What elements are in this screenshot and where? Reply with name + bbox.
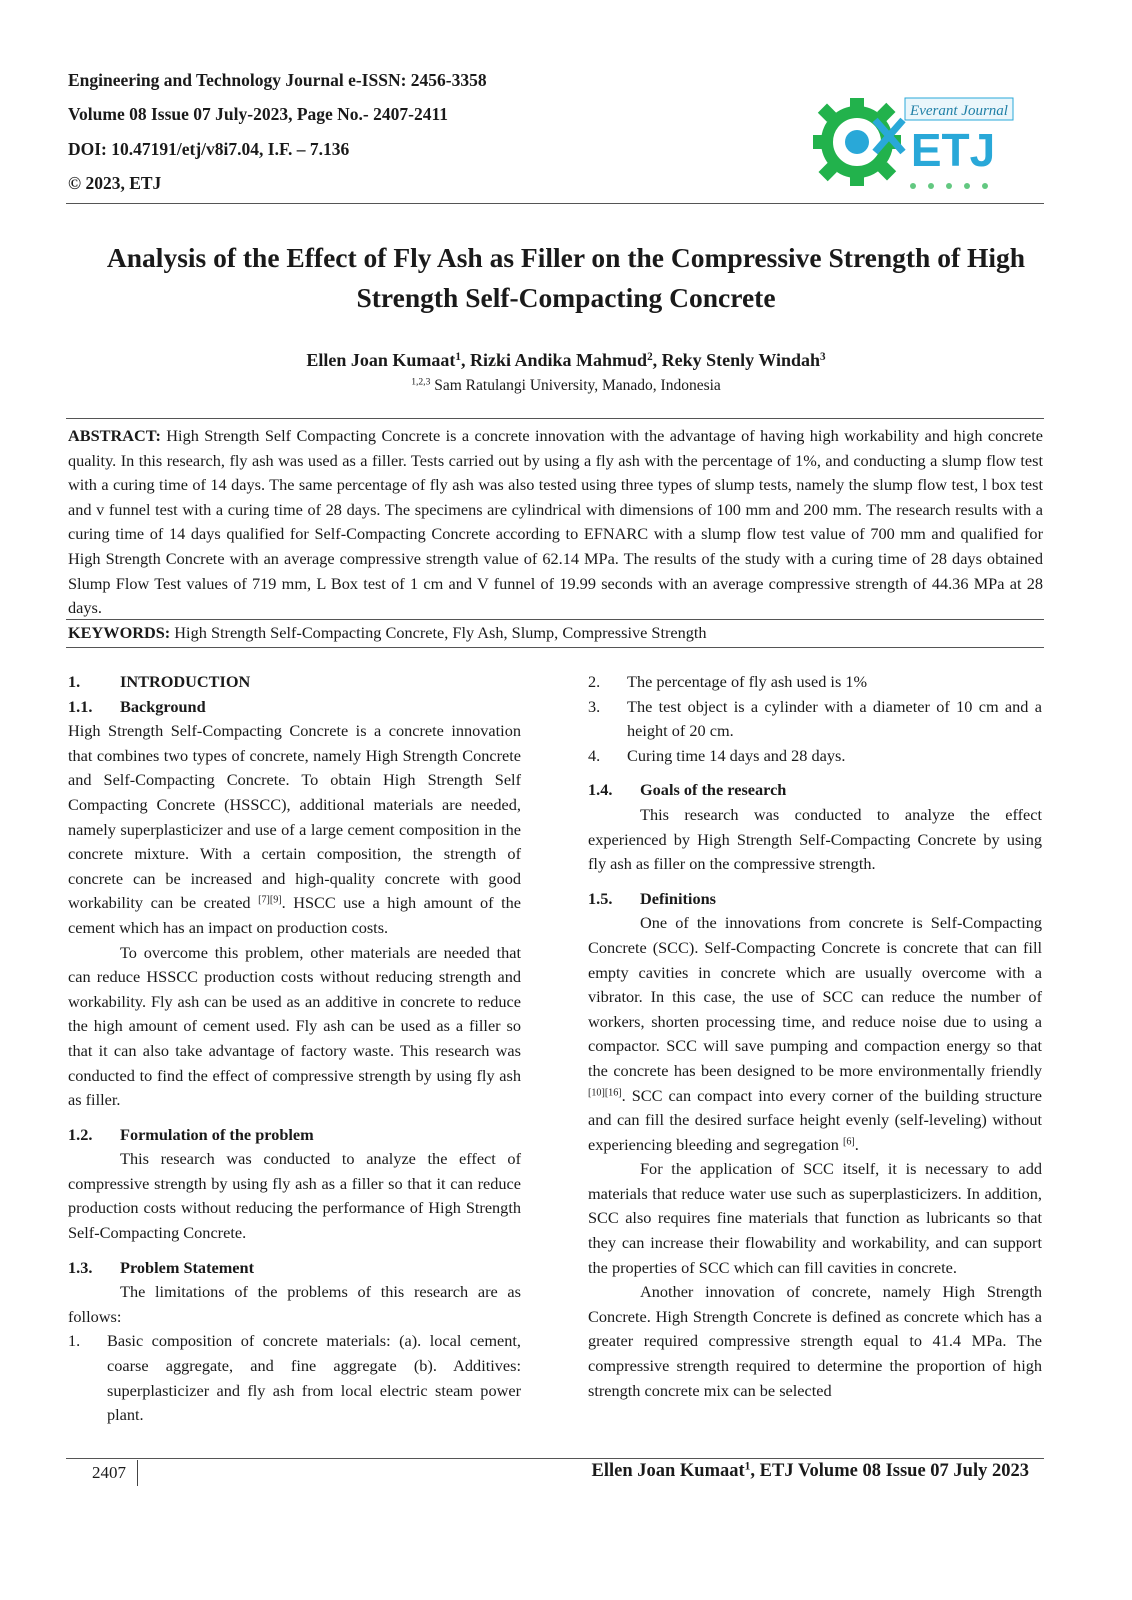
subsection-heading: 1.2. Formulation of the problem (68, 1124, 314, 1144)
paragraph: For the application of SCC itself, it is necessary to add materials that reduce water use such as superplasticizers. In addition, SCC also requires fine materials that function as lubricants so that they can increase their flowability and workability, and can support the properties of SCC which can fill cavities in concrete. (588, 1159, 1042, 1277)
list-item: 2. The percentage of fly ash used is 1% (588, 672, 868, 691)
citation: [6] (842, 1136, 855, 1148)
citation: [10][16] (588, 1086, 622, 1098)
header-rule (66, 203, 1044, 204)
paper-title: Analysis of the Effect of Fly Ash as Filler on the Compressive Strength of High Strength Self-Compacting Concrete (106, 242, 1026, 313)
subsection-heading: 1.5. Definitions (588, 888, 716, 908)
author-separator: , (652, 350, 662, 370)
paragraph: One of the innovations from concrete is Self-Compacting Concrete (SCC). Self-Compacting Concrete is concrete that can fill empty cavities in concrete which are usually overcome with a vibrator. In this case, the use of SCC can reduce the number of workers, shorten processing time, and reduce noise due to using a compactor. SCC will save pumping and compaction energy so that the concrete has been designed to be more environmentally friendly [10][16]. SCC can compact into every corner of the building structure and can fill the desired surface height evenly (self-leveling) without experiencing bleeding and segregation [6]. (588, 913, 1042, 1154)
subsection-heading: 1.1. Background (68, 696, 206, 716)
keywords (68, 621, 1043, 645)
left-column (68, 670, 521, 1428)
author-name: Ellen Joan Kumaat (306, 350, 456, 370)
author-separator: , (461, 350, 470, 370)
journal-doi: DOI: 10.47191/etj/v8i7.04, I.F. – 7.136 (68, 139, 350, 159)
running-footer: Ellen Joan Kumaat$^1$, ETJ Volume 08 Issue 07 July 2023 (591, 1460, 1029, 1481)
abstract-bottom-rule (66, 619, 1044, 620)
section-heading: 1. INTRODUCTION (68, 672, 251, 691)
author-affil-mark: 3 (820, 350, 826, 363)
paragraph: To overcome this problem, other materials are needed that can reduce HSSCC production costs without reducing strength and workability. Fly ash can be used as an additive in concrete to reduce the high amount of cement used. Fly ash can be used as a filler so that it can also take advantage of factory waste. This research was conducted to find the effect of compressive strength by using fly ash as filler. (68, 942, 521, 1110)
footer-rule (66, 1458, 1044, 1459)
paragraph: Another innovation of concrete, namely High Strength Concrete. High Strength Concrete is defined as concrete which has a greater required compressive strength equal to 41.4 MPa. The compressive strength required to determine the proportion of high strength concrete mix can be selected (588, 1282, 1042, 1400)
logo-text-main: ETJ (910, 124, 996, 176)
paragraph: The limitations of the problems of this research are as follows: (68, 1282, 521, 1326)
list-item: 1. Basic composition of concrete materials: (a). local cement, coarse aggregate, and fine aggregate (b). Additives: superplasticizer and fly ash from local electric steam power plant. (68, 1331, 521, 1425)
author-affil-mark: 1 (455, 350, 461, 363)
footer-divider (137, 1460, 138, 1486)
affiliation-mark: 1,2,3 (411, 376, 431, 388)
journal-copyright: © 2023, ETJ (68, 173, 162, 193)
paragraph: High Strength Self-Compacting Concrete is a concrete innovation that combines two types of concrete, namely High Strength Concrete and Self-Compacting Concrete. To obtain High Strength Self Compacting Concrete (HSSCC), additional materials are needed, namely superplasticizer and use of a large cement composition in the concrete mixture. With a certain composition, the strength of concrete can be increased and high-quality concrete with good workability can be created [7][9]. HSCC use a high amount of the cement which has an impact on production costs. (68, 721, 521, 937)
etj-logo (805, 90, 1020, 200)
paragraph: This research was conducted to analyze the effect experienced by High Strength Self-Compacting Concrete by using fly ash as filler on the compressive strength. (588, 804, 1042, 874)
subsection-heading: 1.4. Goals of the research (588, 780, 787, 800)
abstract-top-rule (66, 418, 1044, 419)
page-number: 2407 (92, 1463, 126, 1482)
author-affil-mark: 2 (647, 350, 653, 363)
right-column (588, 670, 1042, 1403)
abstract-text: High Strength Self Compacting Concrete is a concrete innovation with the advantage of having high workability and high concrete quality. In this research, fly ash was used as a filler. Tests carried out by using a fly ash with the percentage of 1%, and conducting a slump flow test with a curing time of 14 days. The same percentage of fly ash was also tested using three types of slump tests, namely the slump flow test, l box test and v funnel test with a curing time of 28 days. The specimens are cylindrical with dimensions of 100 mm and 200 mm. The research results with a curing time of 14 days qualified for Self-Compacting Concrete according to EFNARC with a slump flow test value of 700 mm and qualified for High Strength Concrete with an average compressive strength value of 62.14 MPa. The results of the study with a curing time of 28 days obtained Slump Flow Test values of 719 mm, L Box test of 1 cm and V funnel of 19.99 seconds with an average compressive strength of 44.36 MPa at 28 days. (68, 426, 1043, 618)
keywords-label: KEYWORDS: (68, 623, 171, 642)
keywords-rule (66, 647, 1044, 648)
author-list (60, 350, 1072, 371)
list-item: 3. The test object is a cylinder with a diameter of 10 cm and a height of 20 cm. (588, 696, 1042, 741)
logo-text-top: Everant Journal (910, 103, 1008, 119)
paragraph: This research was conducted to analyze the effect of compressive strength by using fly ash as a filler so that it can reduce production costs without reducing the performance of High Strength Self-Compacting Concrete. (68, 1149, 521, 1243)
journal-name: Engineering and Technology Journal e-ISSN: 2456-3358 (68, 70, 487, 90)
journal-volume: Volume 08 Issue 07 July-2023, Page No.- 2407-2411 (68, 104, 448, 124)
list-item: 4. Curing time 14 days and 28 days. (588, 745, 846, 765)
author-name: Reky Stenly Windah (661, 350, 821, 370)
abstract-label: ABSTRACT: (68, 426, 161, 445)
affiliation-text: Sam Ratulangi University, Manado, Indonesia (430, 377, 721, 394)
affiliation (60, 377, 1072, 395)
citation: [7][9] (258, 894, 282, 906)
keywords-text: High Strength Self-Compacting Concrete, Fly Ash, Slump, Compressive Strength (170, 623, 707, 642)
subsection-heading: 1.3. Problem Statement (68, 1257, 254, 1277)
author-name: Rizki Andika Mahmud (470, 350, 648, 370)
abstract (68, 424, 1043, 621)
